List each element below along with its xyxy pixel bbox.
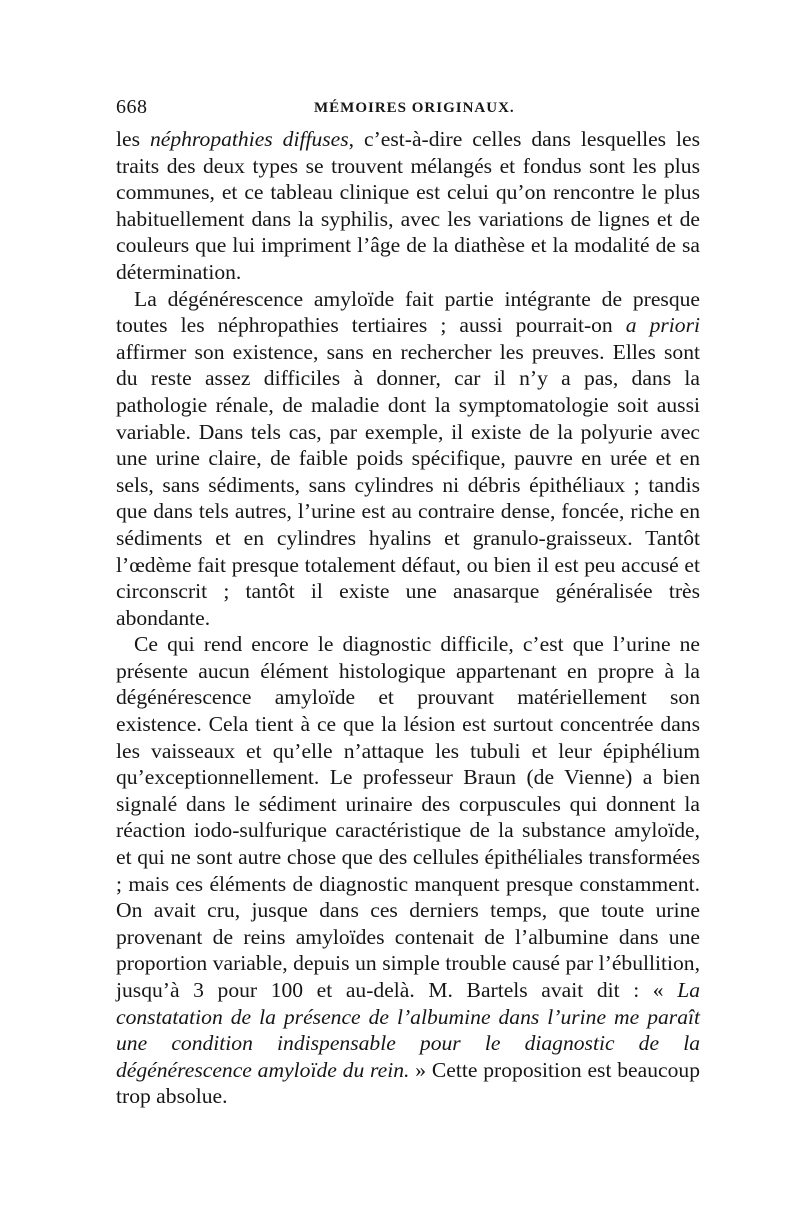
paragraph-3 — [116, 631, 700, 1110]
running-head: MÉMOIRES ORIGINAUX. — [314, 100, 515, 116]
page-number: 668 — [116, 96, 148, 118]
text-segment: » Cette proposition est beaucoup trop absolue. — [116, 1057, 700, 1109]
page-header — [116, 92, 700, 126]
paragraph-1 — [116, 126, 700, 286]
text-segment: La dégénérescence amyloïde fait partie intégrante de presque toutes les néphropathies tertiaires ; aussi pourrait-on — [116, 286, 700, 338]
italic-segment: néphropathies diffuses — [149, 127, 349, 151]
text-segment: affirmer son existence, sans en rechercher les preuves. Elles sont du reste assez difficiles à donner, car il n’y a pas, dans la pathologie rénale, de maladie dont la symptomatologie soit aussi variable. Dans tels cas, par exemple, il existe de la polyurie avec une urine claire, de faible poids spécifique, pauvre en urée et en sels, sans sédiments, sans cylindres ni débris épithéliaux ; tandis que dans tels autres, l’urine est au contraire dense, foncée, riche en sédiments et en cylindres hyalins et granulo-graisseux. Tantôt l’œdème fait presque totalement défaut, ou bien il est peu accusé et circonscrit ; tantôt il existe une anasarque généralisée très abondante. — [116, 339, 700, 630]
italic-segment: a priori — [625, 313, 700, 338]
paragraph-2 — [116, 286, 700, 632]
page-text-block — [116, 92, 700, 1110]
text-segment: , c’est-à-dire celles dans lesquelles les traits des deux types se trouvent mélangés et fondus sont les plus communes, et ce tableau clinique est celui qu’on rencontre le plus habituellement dans la syphilis, avec les variations de lignes et de couleurs que lui impriment l’âge de la diathèse et la modalité de sa détermination. — [116, 127, 701, 284]
text-segment: Ce qui rend encore le diagnostic difficile, c’est que l’urine ne présente aucun élément histologique appartenant en propre à la dégénérescence amyloïde et prouvant matériellement son existence. Cela tient à ce que la lésion est surtout concentrée dans les vaisseaux et qu’elle n’attaque les tubuli et leur épiphélium qu’exceptionnellement. Le professeur Braun (de Vienne) a bien signalé dans le sédiment urinaire des corpuscules qui donnent la réaction iodo-sulfurique caractéristique de la substance amyloïde, et qui ne sont autre chose que des cellules épithéliales transformées ; mais ces éléments de diagnostic manquent presque constamment. On avait cru, jusque dans ces derniers temps, que toute urine provenant de reins amyloïdes contenait de l’albumine dans une proportion variable, depuis un simple trouble causé par l’ébullition, jusqu’à 3 pour 100 et au-delà. M. Bartels avait dit : « — [116, 632, 700, 1002]
italic-quote: La constatation de la présence de l’albumine dans l’urine me paraît une condition indispensable pour le diagnostic de la dégénérescence amyloïde du rein. — [116, 978, 700, 1082]
text-segment: les — [116, 127, 150, 151]
